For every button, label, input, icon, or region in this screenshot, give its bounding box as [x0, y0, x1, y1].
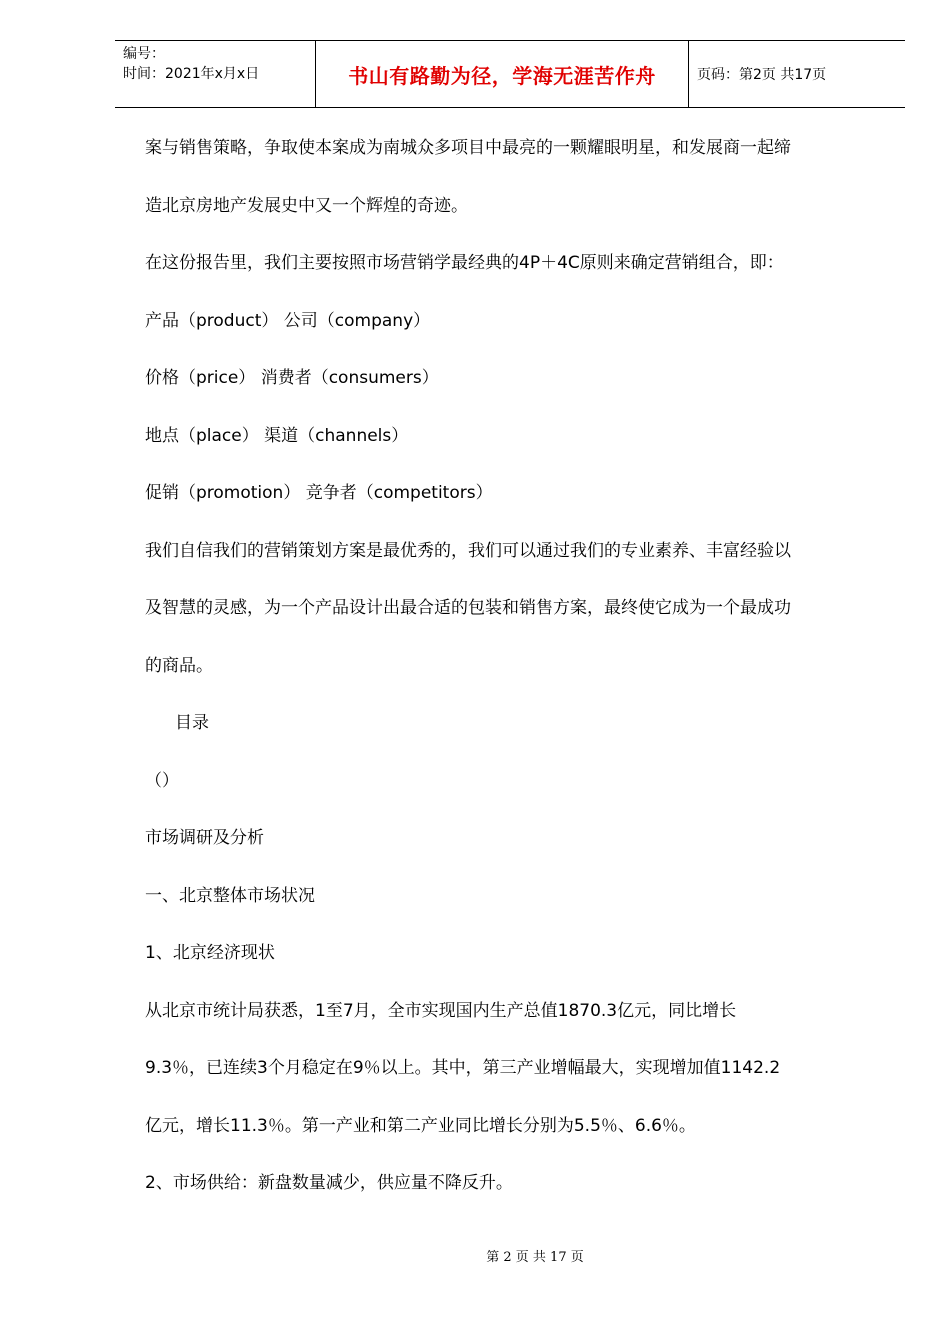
subsection-heading: 2、市场供给：新盘数量减少，供应量不降反升。: [145, 1173, 513, 1193]
body-line: 在这份报告里，我们主要按照市场营销学最经典的4P＋4C原则来确定营销组合，即：: [145, 253, 784, 273]
toc-placeholder: （）: [145, 770, 179, 791]
section-heading: 市场调研及分析: [145, 828, 264, 848]
toc-heading: 目录: [175, 713, 209, 733]
header-motto-cell: [316, 41, 689, 107]
time-label: 时间：2021年x月x日: [123, 66, 260, 82]
body-line: 案与销售策略，争取使本案成为南城众多项目中最亮的一颗耀眼明星，和发展商一起缔: [145, 138, 791, 158]
body-line: 地点（place） 渠道（channels）: [145, 425, 409, 446]
body-line: 及智慧的灵感，为一个产品设计出最合适的包装和销售方案，最终使它成为一个最成功: [145, 598, 791, 618]
number-label: 编号：: [123, 46, 165, 62]
body-line: 9.3％，已连续3个月稳定在9％以上。其中，第三产业增幅最大，实现增加值1142.2: [145, 1058, 781, 1078]
body-line: 价格（price） 消费者（consumers）: [145, 368, 439, 388]
subsection-heading: 1、北京经济现状: [145, 943, 275, 963]
body-line: 的商品。: [145, 655, 213, 676]
document-body: [145, 120, 885, 1213]
body-line: 产品（product） 公司（company）: [145, 310, 431, 331]
header-meta-cell: [115, 41, 316, 107]
body-line: 亿元，增长11.3％。第一产业和第二产业同比增长分别为5.5％、6.6％。: [145, 1115, 696, 1136]
header-page-cell: [689, 41, 905, 107]
section-heading: 一、北京整体市场状况: [145, 885, 315, 906]
body-line: 造北京房地产发展史中又一个辉煌的奇迹。: [145, 195, 468, 216]
motto-text: 书山有路勤为径，学海无涯苦作舟: [348, 63, 656, 88]
page-header: [115, 40, 905, 108]
page-info: 页码：第2页 共17页: [697, 67, 827, 83]
page-footer: 第 2 页 共 17 页: [486, 1250, 584, 1265]
body-line: 我们自信我们的营销策划方案是最优秀的，我们可以通过我们的专业素养、丰富经验以: [145, 540, 791, 561]
body-line: 从北京市统计局获悉，1至7月，全市实现国内生产总值1870.3亿元，同比增长: [145, 1000, 737, 1021]
body-line: 促销（promotion） 竞争者（competitors）: [145, 483, 493, 503]
